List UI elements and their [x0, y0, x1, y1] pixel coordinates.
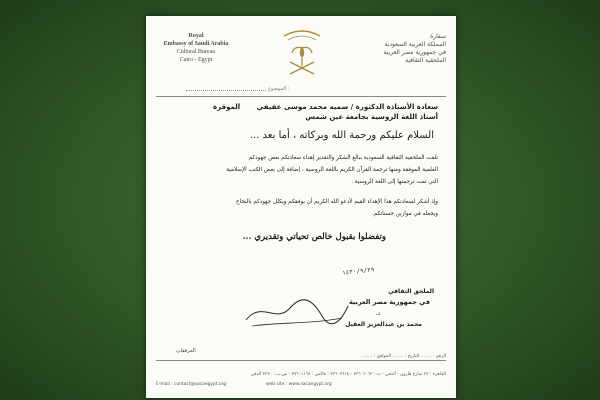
greeting: السلام عليكم ورحمة الله وبركاته ، أما بعد ...	[249, 130, 434, 141]
body-p2-line-2: ويجعله في موازين حسناتكم.	[371, 211, 438, 217]
header-english	[156, 32, 236, 64]
header-ar-line-4: الملحقية الثقافية	[405, 57, 446, 64]
header-en-line-1: Royal	[188, 33, 204, 39]
body-p1-line-2: العلمية الموفقة ومنها ترجمة القرآن الكريم باللغة الروسية ، إضافة إلى بعض الكتب الإسلامية	[226, 167, 438, 173]
subject-label: الموضوع :	[268, 86, 290, 92]
handwritten-signature-icon	[242, 294, 352, 334]
footer-website: web site : www.sacaegypt.org	[266, 382, 332, 387]
footer-email: E-mail : contact@sacaegypt.org	[156, 382, 227, 387]
signature-label: د.	[375, 310, 380, 317]
closing: وتفضلوا بقبول خالص تحياتي وتقديري ...	[242, 232, 386, 242]
signature-place: في جمهورية مصر العربية	[348, 298, 430, 306]
addressee	[158, 102, 438, 122]
header-ar-line-1: سفارة	[430, 33, 446, 40]
footer-arabic: القاهرة : ٣٢ شارع هارون - الدقي - ت : ٣٣٦٠٦٠٦٣ - ٣٣٦٠٧٦١٤ - فاكس : ٣٧٦٠١١٦٨ - ص.ب : ٣٢٣٠ الدقي	[250, 372, 446, 377]
body-p2-line-1: وإذ أشكر لسعادتكم هذا الإهداء القيم لأدعو الله الكريم أن يوفقكم ويكلل جهودكم بالنجاح	[236, 199, 438, 205]
header-en-line-4: Cairo - Egypt	[179, 57, 213, 63]
addressee-line-2: أستاذ اللغة الروسية بجامعة عين شمس	[305, 113, 438, 121]
addressee-honorific: الموقرة	[213, 103, 241, 111]
subject-dots	[186, 90, 266, 91]
signature-title: الملحق الثقافي	[388, 288, 434, 295]
header-arabic	[356, 33, 446, 65]
attachments-label: المرفقات	[175, 347, 196, 355]
addressee-line-1: سعادة الأستاذة الدكتورة / سميه محمد موسى عفيفي	[256, 103, 438, 111]
handwritten-date: ١٤٣٠/٩/٢٩	[341, 266, 375, 277]
letter-page	[146, 16, 456, 398]
saudi-emblem-icon	[280, 24, 324, 82]
header-ar-line-3: في جمهورية مصر العربية	[383, 49, 446, 56]
header-rule	[156, 96, 446, 97]
signature-name: محمد بن عبدالعزيز العقيل	[345, 321, 422, 328]
body-p1-line-1: تلقت الملحقية الثقافية السعودية ببالغ الشكر والتقدير إهداء سعادتكم بعض جهودكم	[248, 155, 438, 161]
body-p1-line-3: التي تمت ترجمتها إلى اللغة الروسية .	[351, 179, 438, 185]
header-en-line-3: Cultural Bureau	[176, 49, 216, 55]
footer-ref-labels: الرقم : ........ التاريخ : ........ الموافق : ........	[361, 354, 446, 359]
header-en-line-2: Embassy of Saudi Arabia	[163, 41, 229, 47]
footer-rule	[156, 360, 446, 361]
letter-body	[162, 152, 438, 220]
header-ar-line-2: المملكة العربية السعودية	[384, 41, 446, 48]
